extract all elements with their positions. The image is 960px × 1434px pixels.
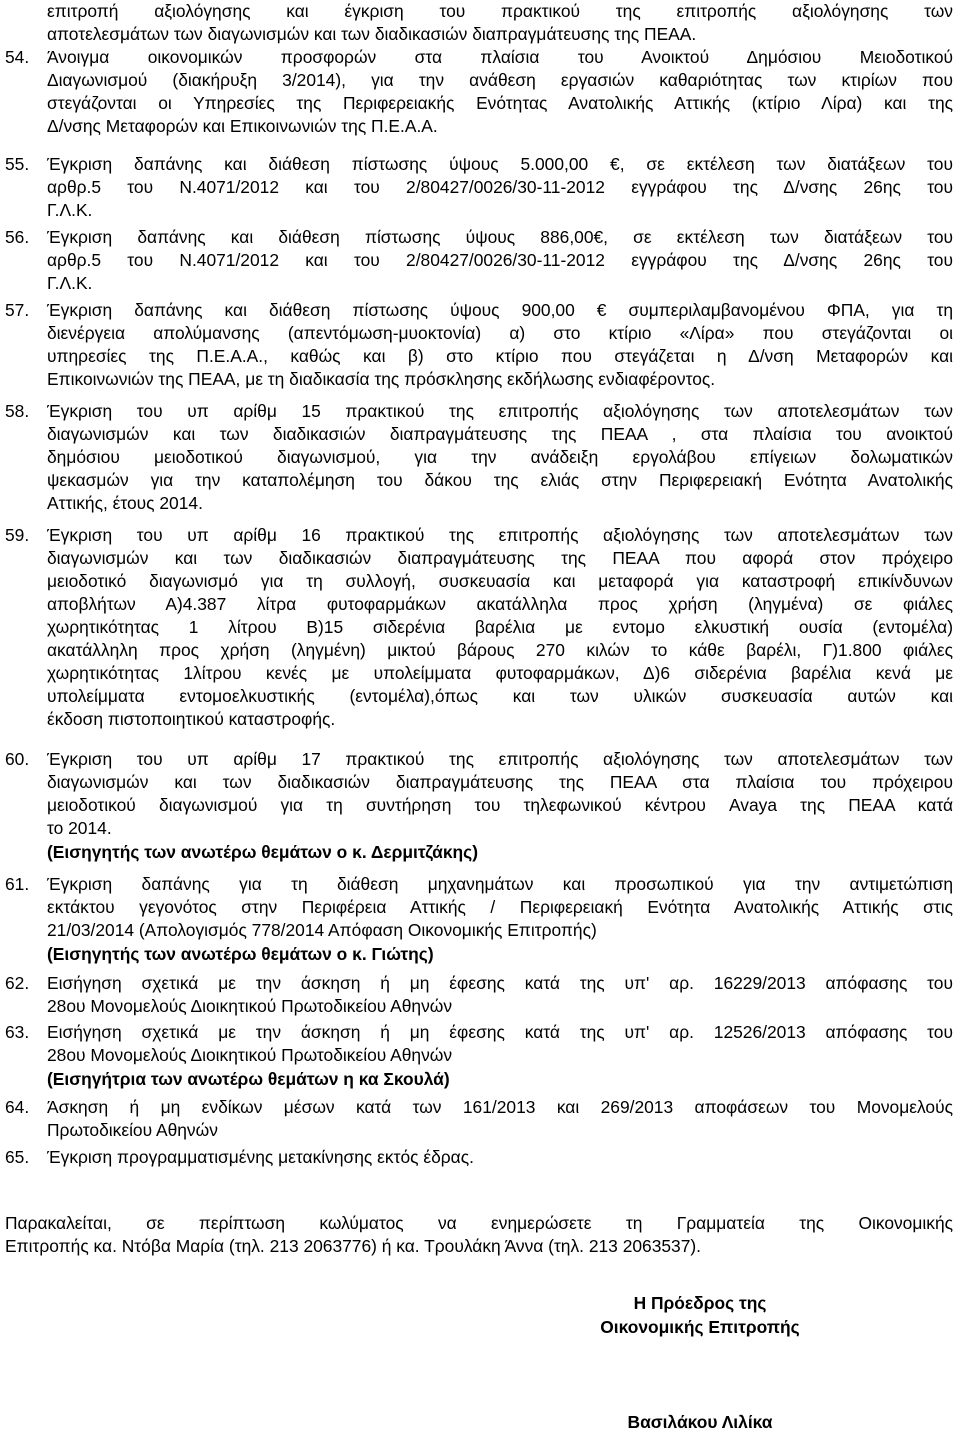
text-line: Έγκριση του υπ αρίθμ 15 πρακτικού της επιτροπής αξιολόγησης των αποτελεσμάτων των bbox=[47, 401, 953, 421]
text-line: μειοδοτικό διαγωνισμό για τη συλλογή, συσκευασία και μεταφορά για καταστροφή επικίνδυνων bbox=[47, 571, 953, 591]
rapporteur-line: (Εισηγητής των ανωτέρω θεμάτων ο κ. Δερμιτζάκης) bbox=[47, 842, 478, 862]
item-number: 63. bbox=[5, 1022, 30, 1042]
item-number: 65. bbox=[5, 1147, 30, 1167]
text-line: Αττικής, έτους 2014. bbox=[47, 493, 203, 513]
item-number: 57. bbox=[5, 300, 30, 320]
text-line: Πρωτοδικείου Αθηνών bbox=[47, 1120, 218, 1140]
text-line: Εισήγηση σχετικά με την άσκηση ή μη έφεσης κατά της υπ' αρ. 12526/2013 απόφασης του bbox=[47, 1022, 953, 1042]
text-line: το 2014. bbox=[47, 818, 112, 838]
text-line: Γ.Λ.Κ. bbox=[47, 273, 93, 293]
item-number: 56. bbox=[5, 227, 30, 247]
text-line: υπηρεσίες της Π.Ε.Α.Α., καθώς και β) στο κτίριο που στεγάζεται η Δ/νση Μεταφορών και bbox=[47, 346, 953, 366]
text-line: υπολείμματα εντομοελκυστικής (εντομέλα),όπως και των υλικών συσκευασία αυτών και bbox=[47, 686, 953, 706]
text-line: έκδοση πιστοποιητικού καταστροφής. bbox=[47, 709, 336, 729]
rapporteur-line: (Εισηγητής των ανωτέρω θεμάτων ο κ. Γιώτης) bbox=[47, 944, 434, 964]
item-number: 64. bbox=[5, 1097, 30, 1117]
text-line: Επικοινωνιών της ΠΕΑΑ, με τη διαδικασία της πρόσκλησης εκδήλωσης ενδιαφέροντος. bbox=[47, 369, 716, 389]
text-line: στεγάζονται οι Υπηρεσίες της Περιφερειακής Ενότητας Ανατολικής Αττικής (κτίριο Λίρα) και της bbox=[47, 93, 953, 113]
text-line: 28ου Μονομελούς Διοικητικού Πρωτοδικείου Αθηνών bbox=[47, 996, 453, 1016]
text-line: Εισήγηση σχετικά με την άσκηση ή μη έφεσης κατά της υπ' αρ. 16229/2013 απόφασης του bbox=[47, 973, 953, 993]
text-line: χωρητικότητας 1 λίτρου Β)15 σιδερένια βαρέλια με εντομο ελκυστική ουσία (εντομέλα) bbox=[47, 617, 953, 637]
text-line: εκτάκτου γεγονότος στην Περιφέρεια Αττικής / Περιφερειακή Ενότητα Ανατολικής Αττικής στις bbox=[47, 897, 953, 917]
text-line: αποτελεσμάτων των διαγωνισμών και των διαδικασιών διαπραγμάτευσης της ΠΕΑΑ. bbox=[47, 24, 697, 44]
text-line: διαγωνισμών και των διαδικασιών διαπραγμάτευσης της ΠΕΑΑ , στα πλαίσια του ανοικτού bbox=[47, 424, 953, 444]
text-line: ψεκασμών για την καταπολέμηση του δάκου της ελιάς στην Περιφερειακή Ενότητα Ανατολικής bbox=[47, 470, 953, 490]
text-line: διαγωνισμών και των διαδικασιών διαπραγμάτευσης της ΠΕΑΑ που αφορά στον πρόχειρο bbox=[47, 548, 953, 568]
text-line: δημόσιου μειοδοτικού διαγωνισμού, για την ανάδειξη εργολάβου επίγειων δολωματικών bbox=[47, 447, 953, 467]
item-number: 62. bbox=[5, 973, 30, 993]
rapporteur-line: (Εισηγήτρια των ανωτέρω θεμάτων η κα Σκουλά) bbox=[47, 1069, 450, 1089]
item-number: 54. bbox=[5, 47, 30, 67]
text-line: Δ/νσης Μεταφορών και Επικοινωνιών της Π.Ε.Α.Α. bbox=[47, 116, 438, 136]
text-line: Έγκριση προγραμματισμένης μετακίνησης εκτός έδρας. bbox=[47, 1147, 474, 1167]
text-line: Γ.Λ.Κ. bbox=[47, 200, 93, 220]
text-line: Διαγωνισμού (διακήρυξη 3/2014), για την ανάθεση εργασιών καθαριότητας των κτιρίων που bbox=[47, 70, 953, 90]
text-line: Άνοιγμα οικονομικών προσφορών στα πλαίσια του Ανοικτού Δημόσιου Μειοδοτικού bbox=[47, 47, 953, 67]
text-line: Παρακαλείται, σε περίπτωση κωλύματος να ενημερώσετε τη Γραμματεία της Οικονομικής bbox=[5, 1213, 953, 1233]
text-line: Άσκηση ή μη ενδίκων μέσων κατά των 161/2013 και 269/2013 αποφάσεων του Μονομελούς bbox=[47, 1097, 953, 1117]
item-number: 55. bbox=[5, 154, 30, 174]
item-number: 61. bbox=[5, 874, 30, 894]
item-number: 60. bbox=[5, 749, 30, 769]
text-line: Έγκριση του υπ αρίθμ 16 πρακτικού της επιτροπής αξιολόγησης των αποτελεσμάτων των bbox=[47, 525, 953, 545]
item-number: 59. bbox=[5, 525, 30, 545]
text-line: αποβλήτων Α)4.387 λίτρα φυτοφαρμάκων ακατάλληλα προς χρήση (ληγμένα) σε φιάλες bbox=[47, 594, 953, 614]
signature-title: Οικονομικής Επιτροπής bbox=[600, 1317, 800, 1337]
text-line: επιτροπή αξιολόγησης και έγκριση του πρακτικού της επιτροπής αξιολόγησης των bbox=[47, 1, 953, 21]
text-line: Έγκριση δαπάνης και διάθεση πίστωσης ύψους 886,00€, σε εκτέλεση των διατάξεων του bbox=[47, 227, 953, 247]
text-line: Επιτροπής κα. Ντόβα Μαρία (τηλ. 213 2063776) ή κα. Τρουλάκη Άννα (τηλ. 213 2063537). bbox=[5, 1236, 702, 1256]
text-line: διενέργεια απολύμανσης (απεντόμωση-μυοκτονία) α) στο κτίριο «Λίρα» που στεγάζονται οι bbox=[47, 323, 953, 343]
text-line: Έγκριση δαπάνης για τη διάθεση μηχανημάτων και προσωπικού για την αντιμετώπιση bbox=[47, 874, 953, 894]
signatory-name: Βασιλάκου Λιλίκα bbox=[627, 1412, 773, 1432]
text-line: Έγκριση δαπάνης και διάθεση πίστωσης ύψους 900,00 € συμπεριλαμβανομένου ΦΠΑ, για τη bbox=[47, 300, 953, 320]
text-line: αρθρ.5 του Ν.4071/2012 και του 2/80427/0026/30-11-2012 εγγράφου της Δ/νσης 26ης του bbox=[47, 177, 953, 197]
text-line: ακατάλληλη προς χρήση (ληγμένη) μικτού βάρους 270 κιλών το κάθε βαρέλι, Γ)1.800 φιάλες bbox=[47, 640, 953, 660]
item-number: 58. bbox=[5, 401, 30, 421]
text-line: 21/03/2014 (Απολογισμός 778/2014 Απόφαση Οικονομικής Επιτροπής) bbox=[47, 920, 597, 940]
text-line: 28ου Μονομελούς Διοικητικού Πρωτοδικείου Αθηνών bbox=[47, 1045, 453, 1065]
text-line: χωρητικότητας 1λίτρου κενές με υπολείμματα φυτοφαρμάκων, Δ)6 σιδερένια βαρέλια κενά με bbox=[47, 663, 953, 683]
signature-title: Η Πρόεδρος της bbox=[633, 1293, 767, 1313]
text-line: Έγκριση του υπ αρίθμ 17 πρακτικού της επιτροπής αξιολόγησης των αποτελεσμάτων των bbox=[47, 749, 953, 769]
text-line: Έγκριση δαπάνης και διάθεση πίστωσης ύψους 5.000,00 €, σε εκτέλεση των διατάξεων του bbox=[47, 154, 953, 174]
text-line: διαγωνισμών και των διαδικασιών διαπραγμάτευσης της ΠΕΑΑ στα πλαίσια του πρόχειρου bbox=[47, 772, 953, 792]
text-line: μειοδοτικού διαγωνισμού για τη συντήρηση του τηλεφωνικού κέντρου Avaya της ΠΕΑΑ κατά bbox=[47, 795, 953, 815]
text-line: αρθρ.5 του Ν.4071/2012 και του 2/80427/0026/30-11-2012 εγγράφου της Δ/νσης 26ης του bbox=[47, 250, 953, 270]
